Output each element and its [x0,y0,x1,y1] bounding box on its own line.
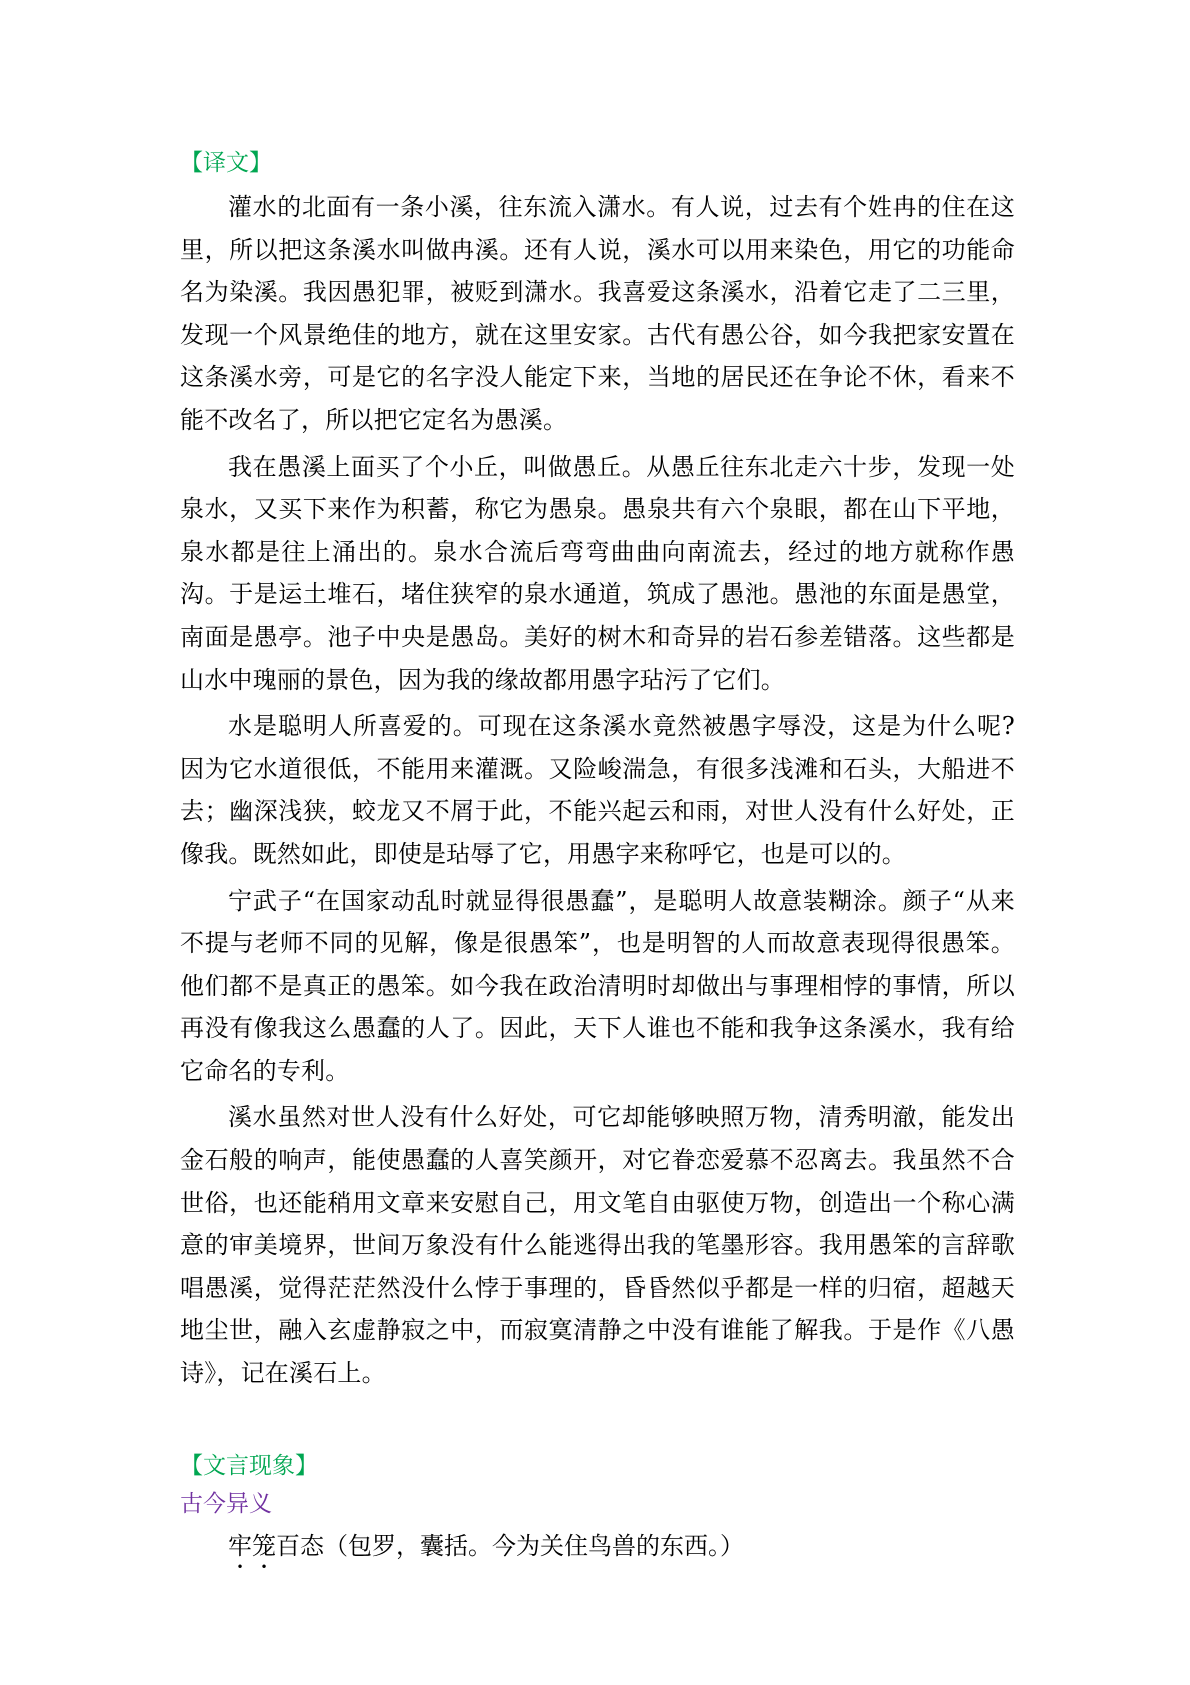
phenomena-subtitle: 古今异义 [180,1490,272,1517]
translation-paragraph-4: 宁武子“在国家动乱时就显得很愚蠢”，是聪明人故意装糊涂。颜子“从来不提与老师不同的见解，像是很愚笨”，也是明智的人而故意表现得很愚笨。他们都不是真正的愚笨。如今我在政治清明时却做出与事理相悖的事情，所以再没有像我这么愚蠢的人了。因此，天下人谁也不能和我争这条溪水，我有给它命名的专利。 [180,886,1015,1085]
phenomena-heading: 【文言现象】 [180,1452,318,1479]
translation-paragraph-2: 我在愚溪上面买了个小丘，叫做愚丘。从愚丘往东北走六十步，发现一处泉水，又买下来作为积蓄，称它为愚泉。愚泉共有六个泉眼，都在山下平地，泉水都是往上涌出的。泉水合流后弯弯曲曲向南流去，经过的地方就称作愚沟。于是运土堆石，堵住狭窄的泉水通道，筑成了愚池。愚池的东面是愚堂，南面是愚亭。池子中央是愚岛。美好的树木和奇异的岩石参差错落。这些都是山水中瑰丽的景色，因为我的缘故都用愚字玷污了它们。 [180,452,1015,694]
translation-paragraph-1: 灌水的北面有一条小溪，往东流入潇水。有人说，过去有个姓冉的住在这里，所以把这条溪水叫做冉溪。还有人说，溪水可以用来染色，用它的功能命名为染溪。我因愚犯罪，被贬到潇水。我喜爱这条溪水，沿着它走了二三里，发现一个风景绝佳的地方，就在这里安家。古代有愚公谷，如今我把家安置在这条溪水旁，可是它的名字没人能定下来，当地的居民还在争论不休，看来不能不改名了，所以把它定名为愚溪。 [180,193,1015,434]
example-line [180,1525,1015,1574]
translation-paragraph-5: 溪水虽然对世人没有什么好处，可它却能够映照万物，清秀明澈，能发出金石般的响声，能使愚蠢的人喜笑颜开，对它眷恋爱慕不忍离去。我虽然不合世俗，也还能稍用文章来安慰自己，用文笔自由驱使万物，创造出一个称心满意的审美境界，世间万象没有什么能逃得出我的笔墨形容。我用愚笨的言辞歌唱愚溪，觉得茫茫然没什么悖于事理的，昏昏然似乎都是一样的归宿，超越天地尘世，融入玄虚静寂之中，而寂寞清静之中没有谁能了解我。于是作《八愚诗》，记在溪石上。 [180,1103,1015,1388]
document-page [180,146,1015,1574]
example-explanation: 百态（包罗，囊括。今为关住鸟兽的东西。） [276,1531,744,1560]
translation-heading: 【译文】 [180,150,272,176]
translation-paragraph-3: 水是聪明人所喜爱的。可现在这条溪水竟然被愚字辱没，这是为什么呢?因为它水道很低，不能用来灌溉。又险峻湍急，有很多浅滩和石头，大船进不去；幽深浅狭，蛟龙又不屑于此，不能兴起云和雨，对世人没有什么好处，正像我。既然如此，即使是玷辱了它，用愚字来称呼它，也是可以的。 [180,712,1015,868]
emphasized-term: 牢笼 [228,1531,276,1560]
spacer [180,1399,1015,1449]
